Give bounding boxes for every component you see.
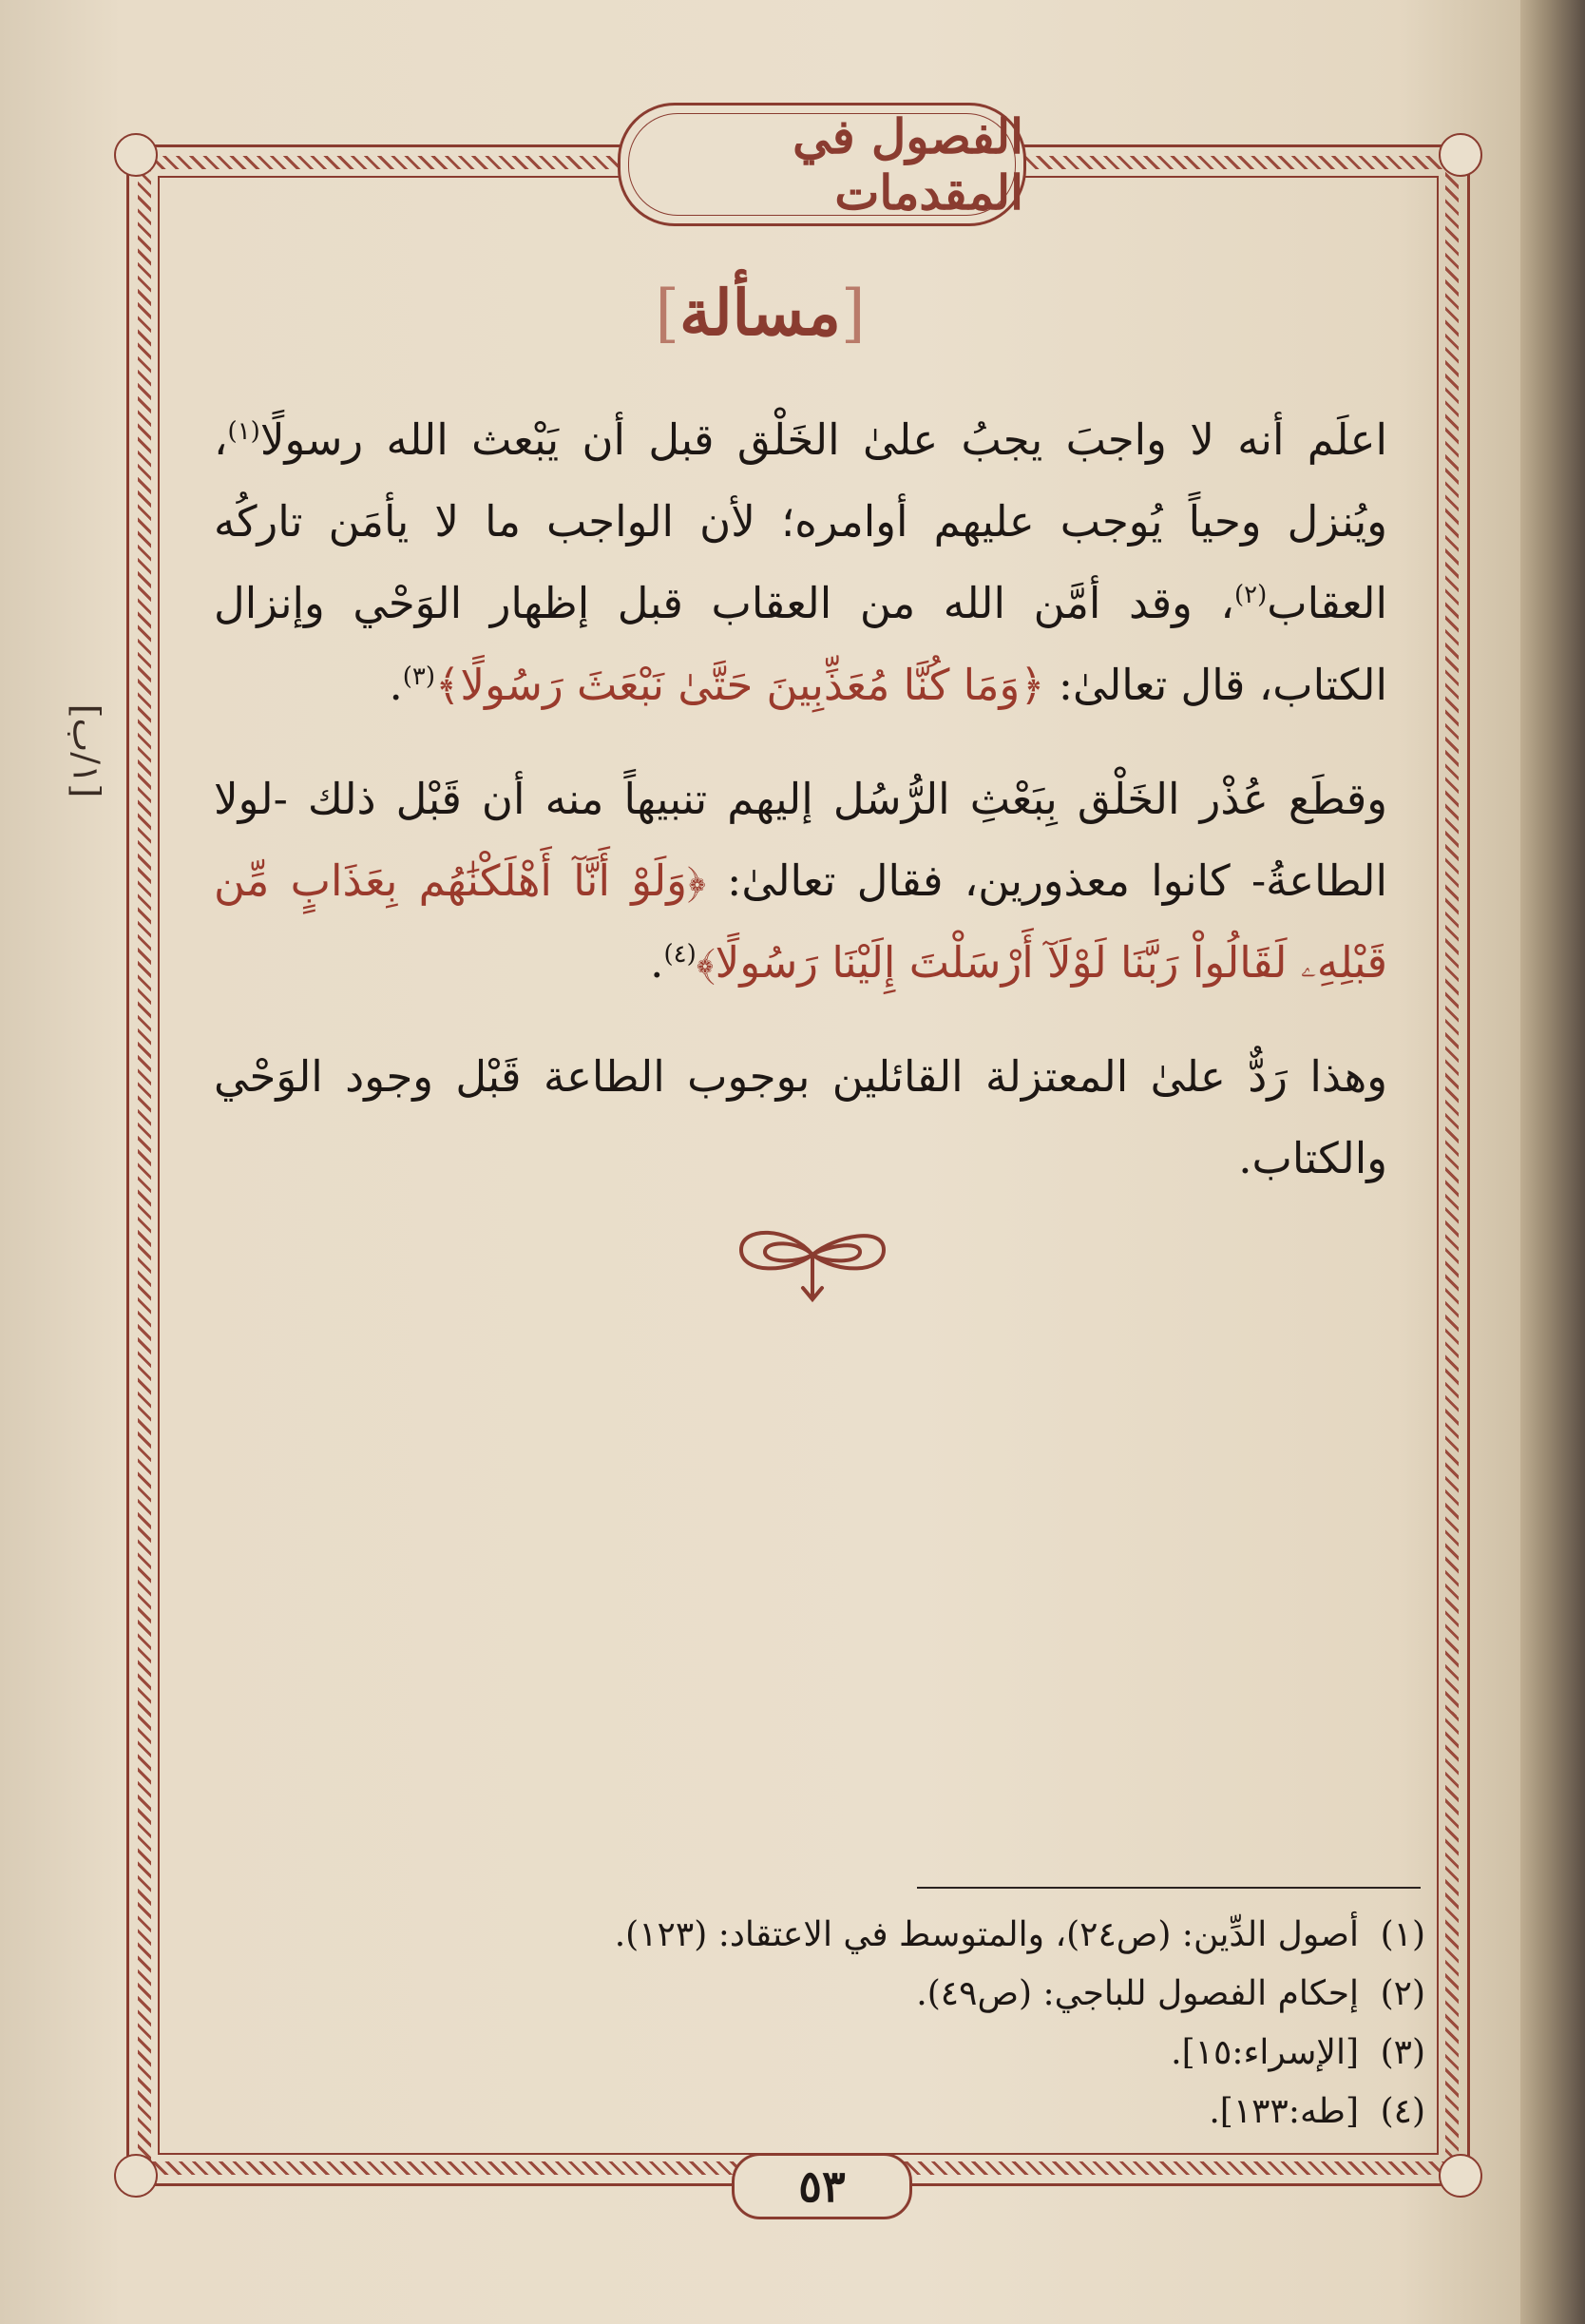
- footnote-item: [214, 1965, 1425, 2024]
- footnotes: [214, 1906, 1425, 2142]
- heading-bracket-open: [: [840, 277, 866, 350]
- corner-ornament-icon: [114, 2154, 158, 2198]
- footnote-item: [214, 1906, 1425, 1965]
- footnote-text: إحكام الفصول للباجي: (ص٤٩).: [916, 1974, 1359, 2013]
- footnote-number: (٤): [1380, 2092, 1425, 2131]
- main-text: [214, 399, 1387, 1232]
- footnote-marker: (٢): [1233, 581, 1268, 609]
- footnote-number: (٣): [1380, 2033, 1425, 2072]
- footnote-number: (١): [1380, 1915, 1425, 1954]
- paragraph-text: .: [650, 937, 664, 988]
- footnote-text: أصول الدِّين: (ص٢٤)، والمتوسط في الاعتقاد: (١٢٣).: [614, 1915, 1359, 1954]
- page-number-cartouche: [732, 2153, 912, 2219]
- footnote-text: [الإسراء:١٥].: [1171, 2033, 1359, 2072]
- footnote-marker: (٣): [402, 663, 436, 691]
- margin-note: [57, 656, 114, 846]
- corner-ornament-icon: [114, 133, 158, 177]
- footnote-marker: (١): [227, 417, 260, 446]
- running-header: [618, 103, 1026, 226]
- paragraph-text: .: [389, 660, 403, 710]
- paragraph-3: [214, 1036, 1387, 1200]
- corner-ornament-icon: [1439, 2154, 1482, 2198]
- footnote-item: [214, 2024, 1425, 2083]
- paragraph-text: ، ويُنزل وحياً يُوجب عليهم أوامره؛ لأن الواجب ما لا يأمَن تاركُه العقاب: [214, 414, 1387, 628]
- section-heading: [0, 276, 1520, 350]
- heading-bracket-close: ]: [655, 277, 680, 350]
- quran-verse: ﴿وَمَا كُنَّا مُعَذِّبِينَ حَتَّىٰ نَبْعَثَ رَسُولًا﴾: [435, 660, 1045, 710]
- paragraph-1: [214, 399, 1387, 726]
- footnote-number: (٢): [1380, 1974, 1425, 2013]
- footnote-marker: (٤): [663, 940, 697, 969]
- header-title: الفصول في المقدمات: [792, 108, 1023, 221]
- paragraph-text: ، وقد أمَّن الله من العقاب قبل إظهار الوَحْي وإنزال الكتاب، قال تعالىٰ:: [214, 578, 1387, 710]
- footnote-text: [طه:١٣٣].: [1209, 2092, 1359, 2131]
- paragraph-text: اعلَم أنه لا واجبَ يجبُ علىٰ الخَلْق قبل أن يَبْعث الله رسولًا: [259, 414, 1387, 465]
- flourish-ornament-icon: [732, 1207, 893, 1312]
- heading-text: مسألة: [679, 276, 841, 350]
- manuscript-folio-marker: [١/ب]: [65, 703, 106, 798]
- page-number: ٥٣: [798, 2161, 846, 2212]
- paragraph-text: وهذا رَدٌّ علىٰ المعتزلة القائلين بوجوب الطاعة قَبْل وجود الوَحْي والكتاب.: [214, 1051, 1387, 1183]
- paragraph-2: [214, 759, 1387, 1004]
- corner-ornament-icon: [1439, 133, 1482, 177]
- footnote-separator: [917, 1887, 1421, 1889]
- footnote-item: [214, 2083, 1425, 2142]
- paragraph-text: وقطَع عُذْر الخَلْق بِبَعْثِ الرُّسُل إليهم تنبيهاً منه أن قَبْل ذلك -لولا الطاعةُ- كانوا معذورين، فقال تعالىٰ:: [214, 774, 1387, 906]
- page-edge: [1520, 0, 1585, 2324]
- quran-verse: ﴿وَلَوْ أَنَّآ أَهْلَكْنَٰهُم بِعَذَابٍ مِّن قَبْلِهِۦ لَقَالُواْ رَبَّنَا لَوْلَآ أَرْسَلْتَ إِلَيْنَا رَسُولًا﴾: [214, 855, 1387, 988]
